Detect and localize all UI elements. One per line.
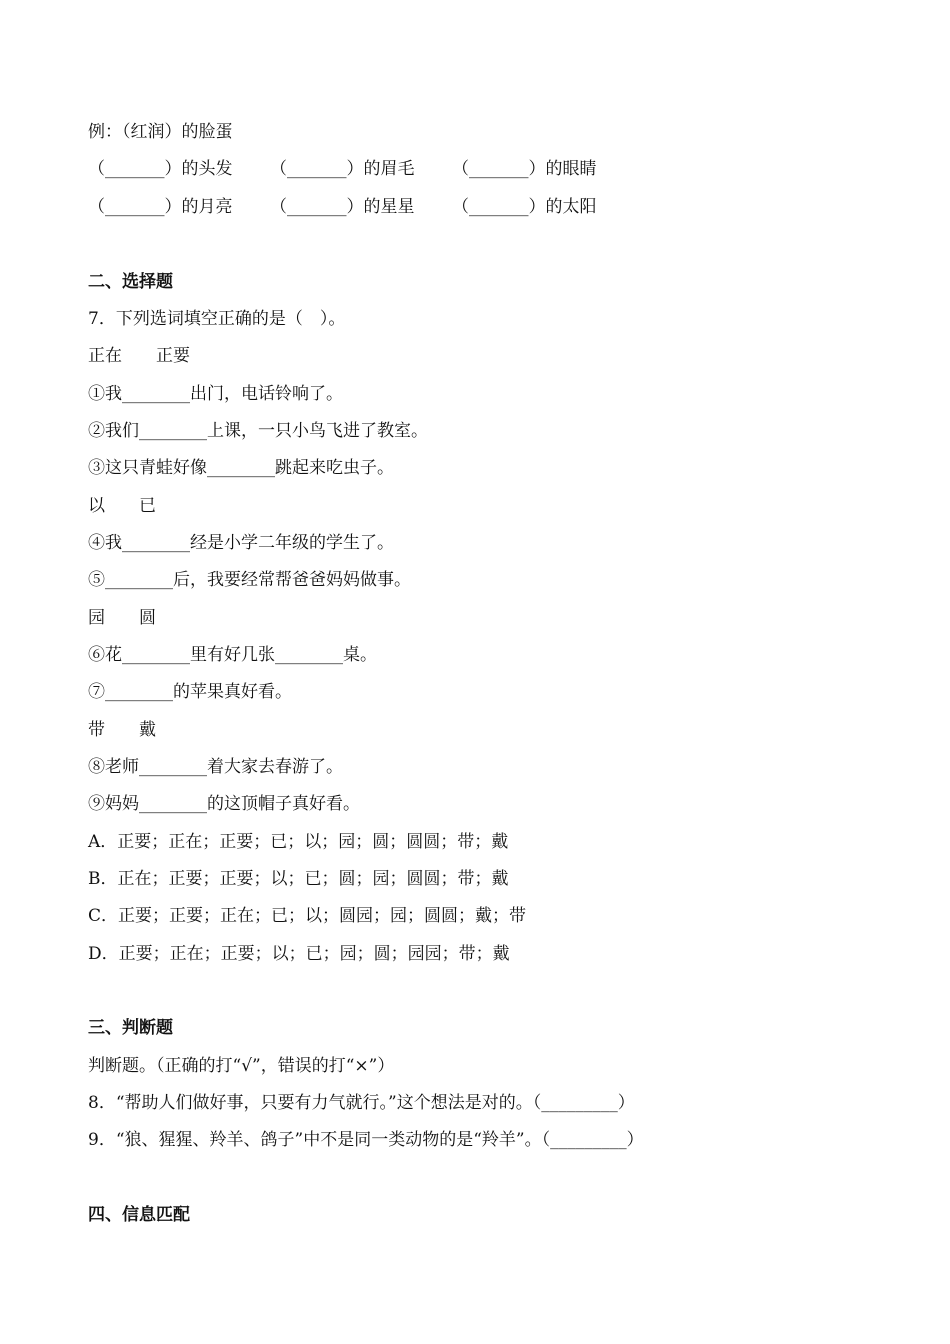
- option-a[interactable]: A．正要；正在；正要；已；以；园；圆；圆圆；带；戴: [88, 832, 509, 852]
- section-heading-judgement: 三、判断题: [88, 1018, 173, 1038]
- word-pair-3: 园 圆: [88, 608, 156, 628]
- sentence-item: ⑦________的苹果真好看。: [88, 682, 292, 702]
- option-b[interactable]: B．正在；正要；正要；以；已；圆；园；圆圆；带；戴: [88, 869, 509, 889]
- option-d[interactable]: D．正要；正在；正要；以；已；园；圆；园园；带；戴: [88, 944, 510, 964]
- question-7: 7．下列选词填空正确的是（ ）。: [88, 309, 346, 329]
- sentence-item: ③这只青蛙好像________跳起来吃虫子。: [88, 458, 394, 478]
- sentence-item: ⑨妈妈________的这顶帽子真好看。: [88, 794, 360, 814]
- fill-item: （_______）的星星: [270, 197, 415, 217]
- section-heading-choice: 二、选择题: [88, 272, 173, 292]
- sentence-item: ⑥花________里有好几张________桌。: [88, 645, 377, 665]
- fill-item: （_______）的眉毛: [270, 159, 415, 179]
- fill-item: （_______）的眼睛: [452, 159, 597, 179]
- fill-item: （_______）的头发: [88, 159, 233, 179]
- example-line: 例：（红润）的脸蛋: [88, 122, 233, 142]
- sentence-item: ⑤________后，我要经常帮爸爸妈妈做事。: [88, 570, 411, 590]
- judgement-instruction: 判断题。（正确的打“√”，错误的打“×”）: [88, 1056, 395, 1076]
- section-heading-matching: 四、信息匹配: [88, 1205, 190, 1225]
- option-c[interactable]: C．正要；正要；正在；已；以；圆园；园；圆圆；戴；带: [88, 906, 527, 926]
- word-pair-2: 以 已: [88, 496, 156, 516]
- question-8: 8．“帮助人们做好事，只要有力气就行。”这个想法是对的。（_________）: [88, 1093, 635, 1113]
- fill-item: （_______）的太阳: [452, 197, 597, 217]
- fill-item: （_______）的月亮: [88, 197, 233, 217]
- sentence-item: ⑧老师________着大家去春游了。: [88, 757, 343, 777]
- sentence-item: ①我________出门，电话铃响了。: [88, 384, 343, 404]
- fill-row-1: [88, 157, 597, 181]
- sentence-item: ②我们________上课，一只小鸟飞进了教室。: [88, 421, 428, 441]
- question-9: 9．“狼、猩猩、羚羊、鸽子”中不是同一类动物的是“羚羊”。（_________）: [88, 1130, 644, 1150]
- word-pair-4: 带 戴: [88, 720, 156, 740]
- word-pair-1: 正在 正要: [88, 346, 190, 366]
- fill-row-2: [88, 195, 597, 219]
- sentence-item: ④我________经是小学二年级的学生了。: [88, 533, 394, 553]
